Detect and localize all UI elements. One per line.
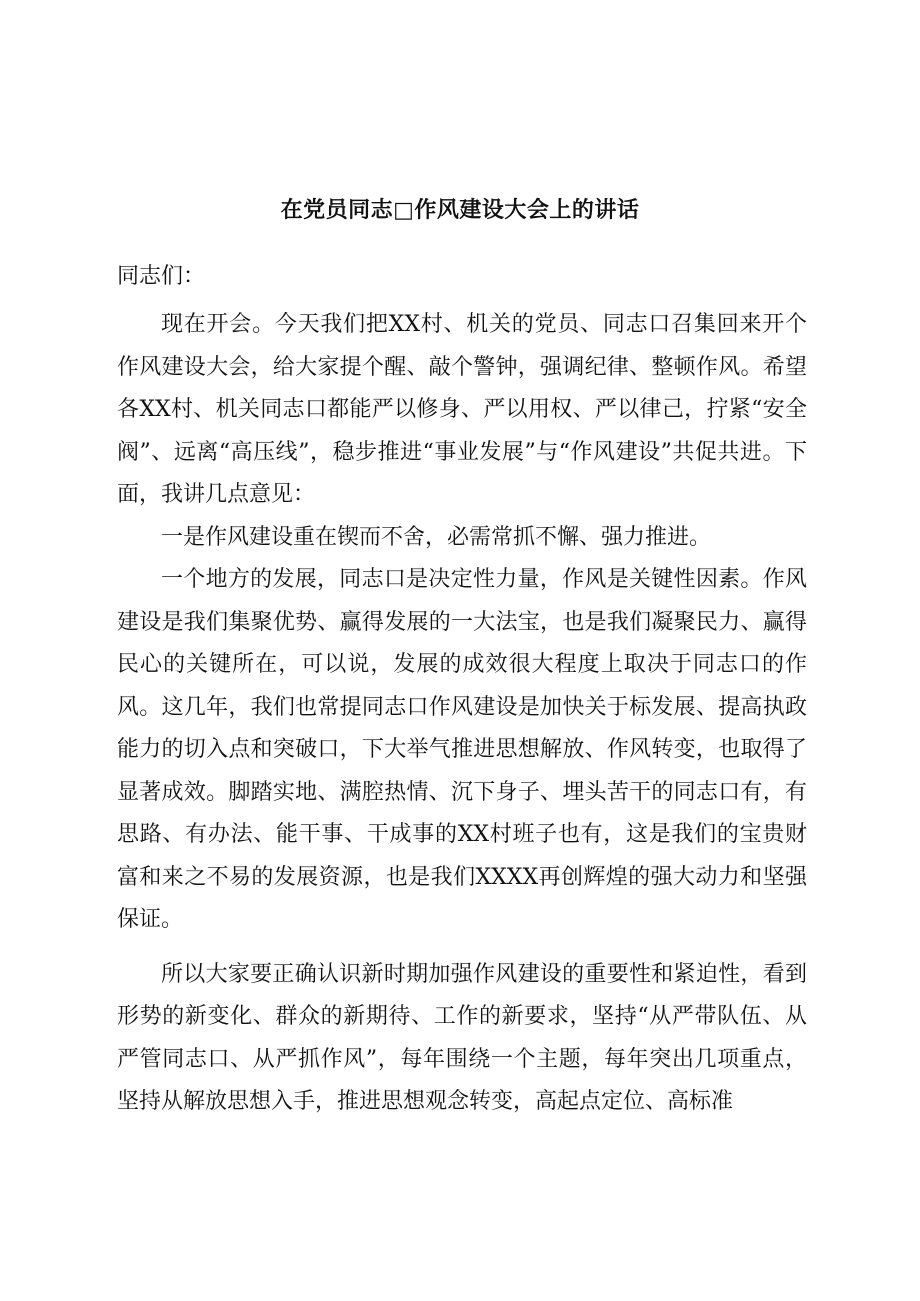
greeting: 同志们： — [117, 264, 206, 289]
paragraph-opening: 现在开会。今天我们把XX村、机关的党员、同志口召集回来开个作风建设大会，给大家提个醒、敲个警钟，强调纪律、整顿作风。希望各XX村、机关同志口都能严以修身、严以用权、严以律己，拧紧“安全阀”、远离“高压线”，稳步推进“事业发展”与“作风建设”共促共进。下面，我讲几点意见： — [117, 312, 807, 507]
paragraph-development: 一个地方的发展，同志口是决定性力量，作风是关键性因素。作风建设是我们集聚优势、赢得发展的一大法宝，也是我们凝聚民力、赢得民心的关键所在，可以说，发展的成效很大程度上取决于同志口的作风。这几年，我们也常提同志口作风建设是加快关于标发展、提高执政能力的切入点和突破口，下大举气推进思想解放、作风转变，也取得了显著成效。脚踏实地、满腔热情、沉下身子、埋头苦干的同志口有，有思路、有办法、能干事、干成事的XX村班子也有，这是我们的宝贵财富和来之不易的发展资源，也是我们XXXX再创辉煌的强大动力和坚强保证。 — [117, 567, 807, 932]
paragraph-understanding: 所以大家要正确认识新时期加强作风建设的重要性和紧迫性，看到形势的新变化、群众的新期待、工作的新要求，坚持“从严带队伍、从严管同志口、从严抓作风”，每年围绕一个主题，每年突出几项重点，坚持从解放思想入手，推进思想观念转变，高起点定位、高标准 — [117, 961, 807, 1114]
document-title: 在党员同志□作风建设大会上的讲话 — [280, 198, 640, 223]
paragraph-point-one: 一是作风建设重在锲而不舍，必需常抓不懈、强力推进。 — [161, 524, 712, 550]
document-body — [117, 304, 807, 1124]
